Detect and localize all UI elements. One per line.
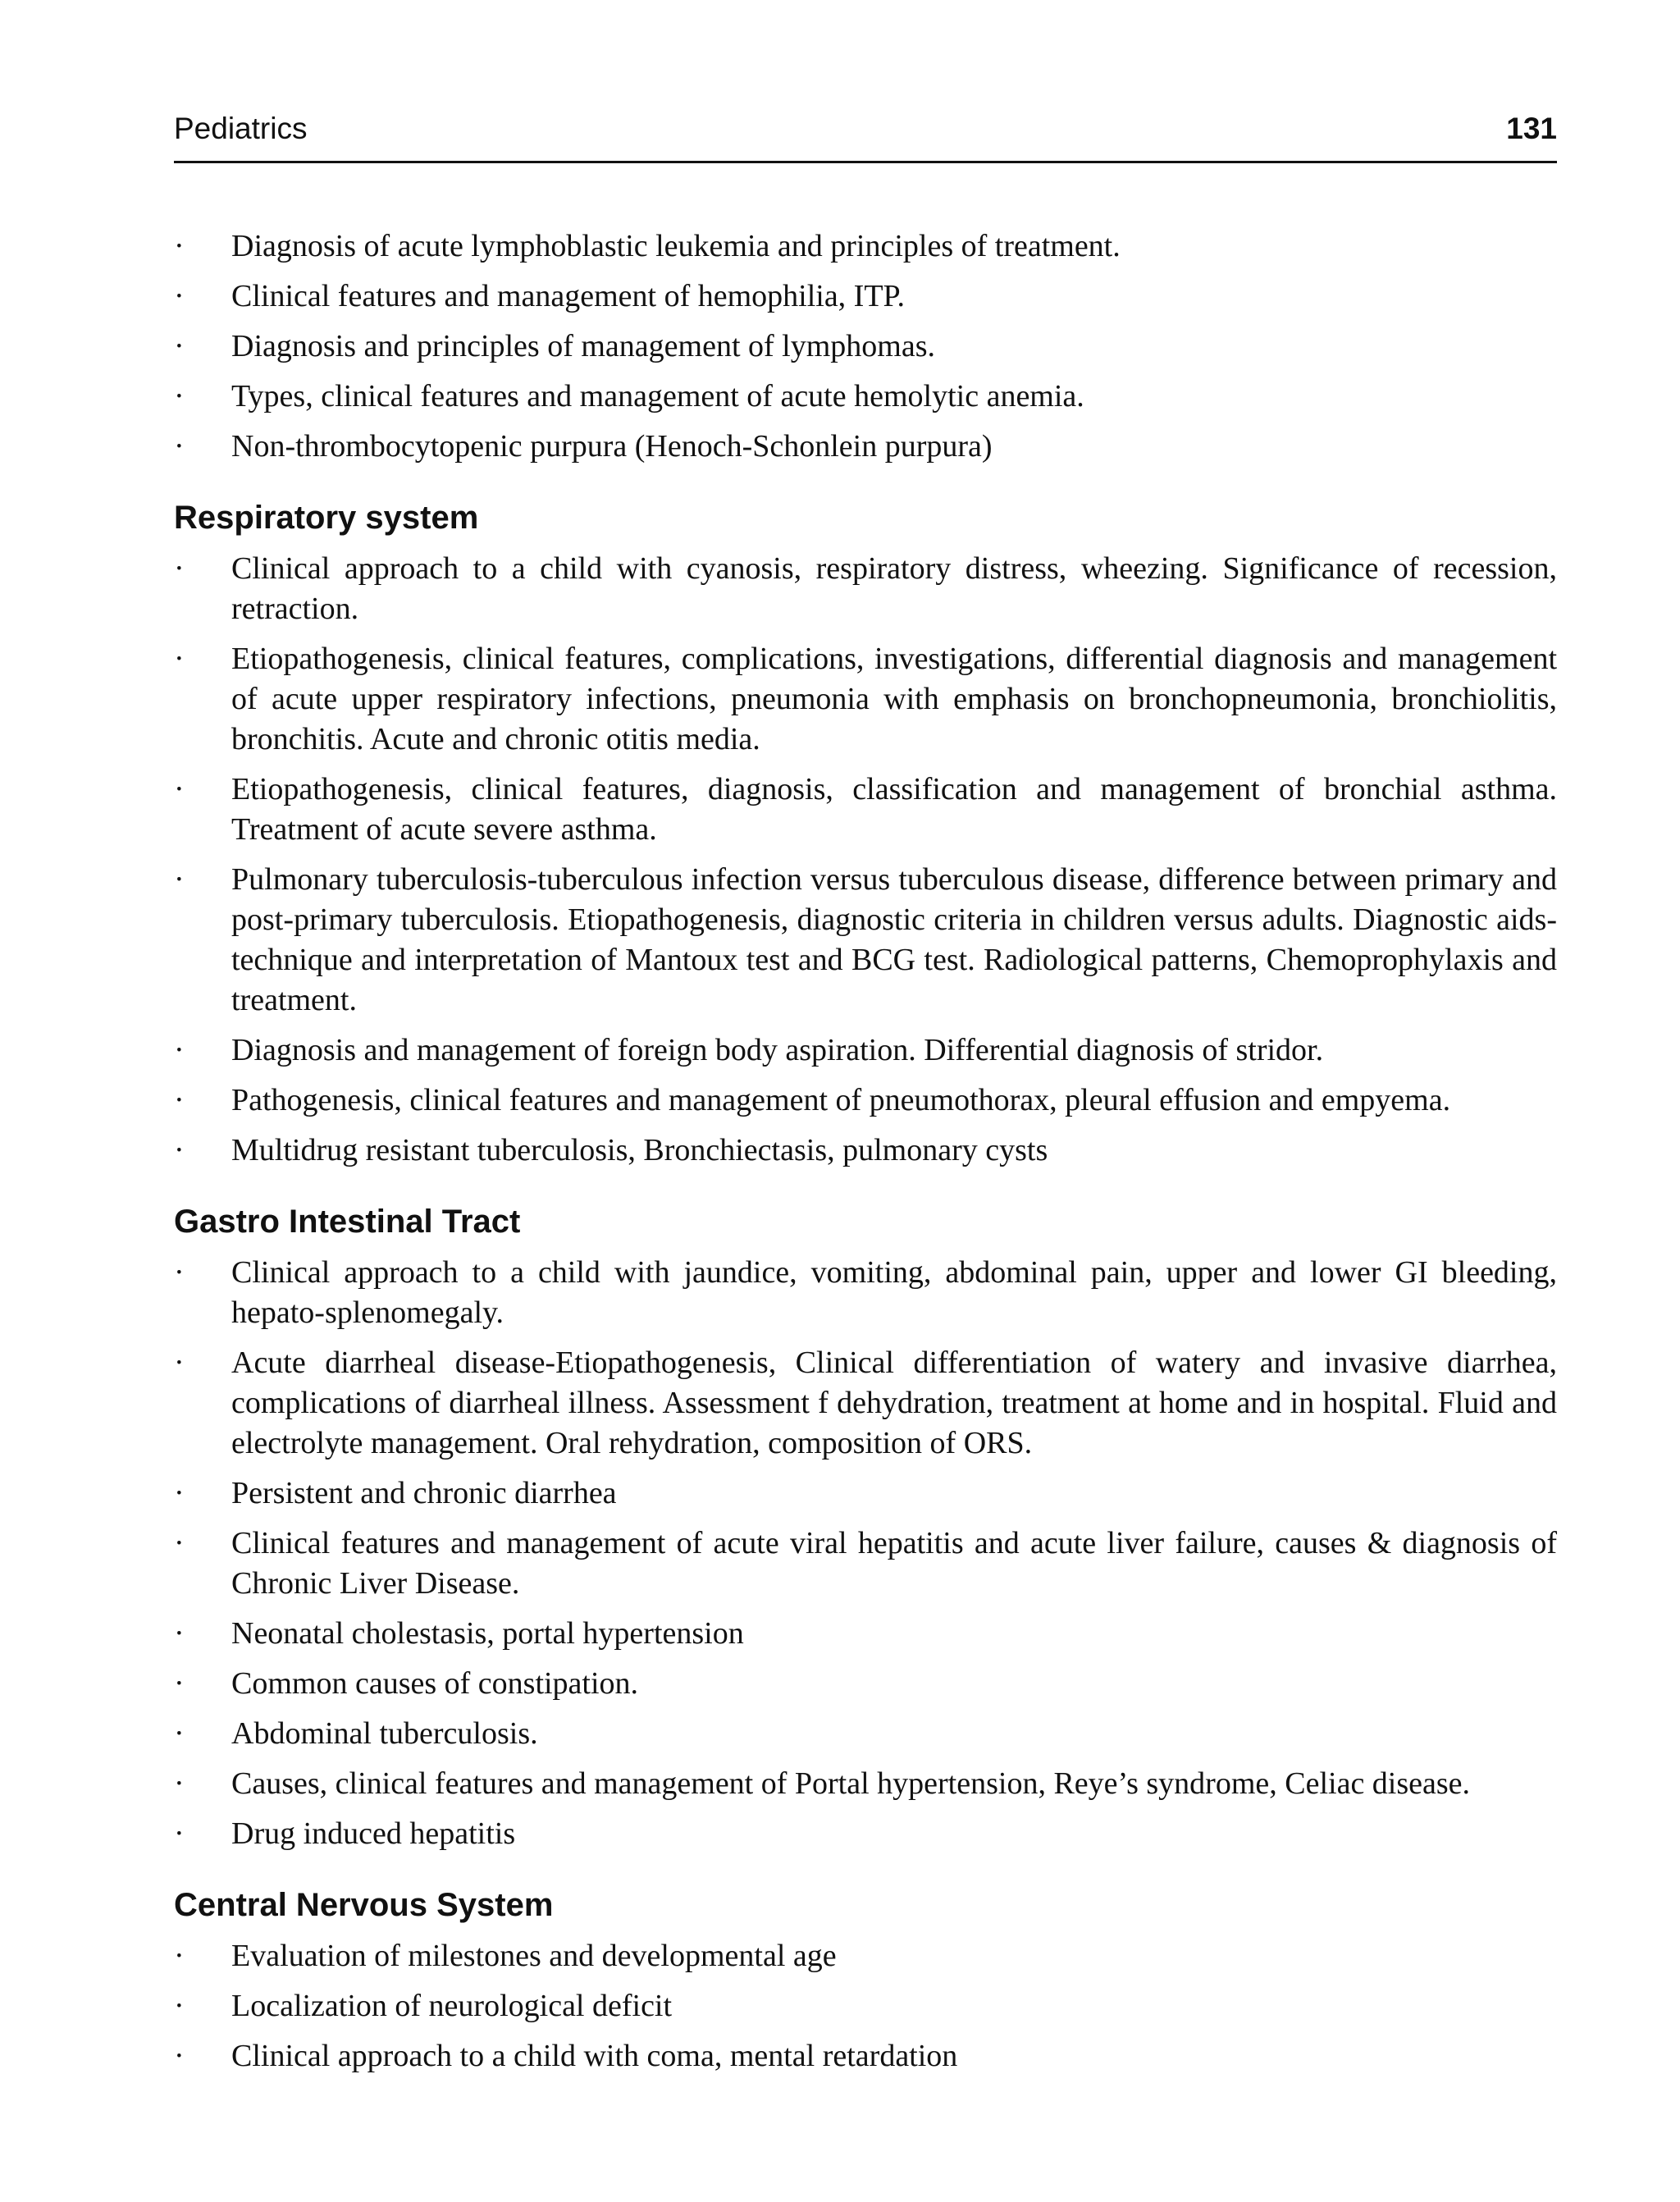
list-item-text: Pathogenesis, clinical features and management of pneumothorax, pleural effusion and empyema.: [231, 1083, 1451, 1117]
bullet-dot: ·: [174, 551, 185, 586]
bullet-dot: ·: [174, 379, 185, 413]
bullet-list: [174, 226, 1557, 467]
list-item-text: Diagnosis and management of foreign body aspiration. Differential diagnosis of stridor.: [231, 1033, 1324, 1067]
list-item-text: Causes, clinical features and management of Portal hypertension, Reye’s syndrome, Celiac disease.: [231, 1766, 1471, 1801]
page-content: [174, 226, 1557, 2086]
section: [174, 1200, 1557, 1854]
list-item: [174, 2036, 1557, 2076]
list-item-text: Common causes of constipation.: [231, 1666, 639, 1701]
bullet-dot: ·: [174, 429, 185, 464]
bullet-dot: ·: [174, 279, 185, 313]
list-item-text: Pulmonary tuberculosis-tuberculous infection versus tuberculous disease, difference between primary and post-primary tuberculosis. Etiopathogenesis, diagnostic criteria in children versus adults. Diagnostic aids-technique and interpretation of Mantoux test and BCG test. Radiological patterns, Chemoprophylaxis and treatment.: [231, 862, 1557, 1017]
list-item-text: Non-thrombocytopenic purpura (Henoch-Schonlein purpura): [231, 429, 993, 464]
page-number: 131: [1506, 112, 1557, 145]
running-head: [174, 108, 1557, 163]
list-item: [174, 1131, 1557, 1171]
list-item: [174, 1714, 1557, 1754]
list-item: [174, 1253, 1557, 1333]
list-item-text: Clinical features and management of hemophilia, ITP.: [231, 279, 905, 313]
bullet-dot: ·: [174, 642, 185, 676]
list-item-text: Localization of neurological deficit: [231, 1989, 673, 2023]
list-item: [174, 860, 1557, 1021]
running-head-title: Pediatrics: [174, 112, 308, 145]
list-item-text: Diagnosis of acute lymphoblastic leukemia and principles of treatment.: [231, 229, 1121, 263]
list-item-text: Neonatal cholestasis, portal hypertension: [231, 1616, 744, 1651]
list-item-text: Clinical approach to a child with jaundice, vomiting, abdominal pain, upper and lower GI bleeding, hepato-splenomegaly.: [231, 1255, 1557, 1330]
list-item: [174, 1986, 1557, 2026]
list-item: [174, 1030, 1557, 1071]
bullet-dot: ·: [174, 1666, 185, 1701]
list-item-text: Etiopathogenesis, clinical features, complications, investigations, differential diagnosis and management of acute upper respiratory infections, pneumonia with emphasis on bronchopneumonia, bronchiolitis, bronchitis. Acute and chronic otitis media.: [231, 642, 1557, 756]
bullet-dot: ·: [174, 1616, 185, 1651]
list-item-text: Persistent and chronic diarrhea: [231, 1476, 617, 1510]
list-item: [174, 1524, 1557, 1604]
list-item: [174, 549, 1557, 629]
bullet-dot: ·: [174, 1255, 185, 1290]
bullet-dot: ·: [174, 1816, 185, 1851]
bullet-dot: ·: [174, 1345, 185, 1380]
list-item: [174, 1080, 1557, 1121]
list-item-text: Clinical approach to a child with coma, mental retardation: [231, 2039, 958, 2073]
list-item-text: Evaluation of milestones and developmental age: [231, 1939, 837, 1973]
list-item: [174, 276, 1557, 317]
list-item: [174, 1764, 1557, 1804]
list-item-text: Etiopathogenesis, clinical features, diagnosis, classification and management of bronchial asthma. Treatment of acute severe asthma.: [231, 772, 1557, 847]
bullet-list: [174, 1936, 1557, 2076]
list-item: [174, 377, 1557, 417]
bullet-dot: ·: [174, 1939, 185, 1973]
list-item-text: Abdominal tuberculosis.: [231, 1716, 538, 1751]
bullet-dot: ·: [174, 329, 185, 363]
list-item-text: Multidrug resistant tuberculosis, Bronchiectasis, pulmonary cysts: [231, 1133, 1048, 1167]
list-item: [174, 1614, 1557, 1654]
list-item: [174, 1814, 1557, 1854]
list-item-text: Diagnosis and principles of management of lymphomas.: [231, 329, 935, 363]
list-item-text: Clinical approach to a child with cyanosis, respiratory distress, wheezing. Significance of recession, retraction.: [231, 551, 1557, 626]
bullet-dot: ·: [174, 2039, 185, 2073]
list-item-text: Types, clinical features and management of acute hemolytic anemia.: [231, 379, 1084, 413]
list-item: [174, 427, 1557, 467]
bullet-dot: ·: [174, 1716, 185, 1751]
section-heading: Respiratory system: [174, 500, 479, 536]
list-item: [174, 1343, 1557, 1464]
list-item: [174, 327, 1557, 367]
section-heading: Central Nervous System: [174, 1887, 554, 1923]
list-item: [174, 1473, 1557, 1514]
section: [174, 1884, 1557, 2076]
bullet-dot: ·: [174, 1476, 185, 1510]
bullet-dot: ·: [174, 862, 185, 897]
bullet-dot: ·: [174, 1033, 185, 1067]
list-item-text: Drug induced hepatitis: [231, 1816, 516, 1851]
bullet-list: [174, 549, 1557, 1171]
list-item-text: Acute diarrheal disease-Etiopathogenesis, Clinical differentiation of watery and invasive diarrhea, complications of diarrheal illness. Assessment f dehydration, treatment at home and in hospital. Fluid and electrolyte management. Oral rehydration, composition of ORS.: [231, 1345, 1557, 1460]
bullet-dot: ·: [174, 1526, 185, 1560]
bullet-dot: ·: [174, 1766, 185, 1801]
bullet-dot: ·: [174, 1133, 185, 1167]
list-item: [174, 770, 1557, 850]
bullet-dot: ·: [174, 1989, 185, 2023]
bullet-dot: ·: [174, 229, 185, 263]
section: [174, 226, 1557, 467]
section: [174, 496, 1557, 1171]
bullet-dot: ·: [174, 772, 185, 806]
list-item: [174, 1664, 1557, 1704]
list-item: [174, 1936, 1557, 1976]
list-item-text: Clinical features and management of acute viral hepatitis and acute liver failure, causes & diagnosis of Chronic Liver Disease.: [231, 1526, 1557, 1601]
bullet-dot: ·: [174, 1083, 185, 1117]
section-heading: Gastro Intestinal Tract: [174, 1204, 521, 1240]
list-item: [174, 226, 1557, 267]
list-item: [174, 639, 1557, 760]
bullet-list: [174, 1253, 1557, 1854]
